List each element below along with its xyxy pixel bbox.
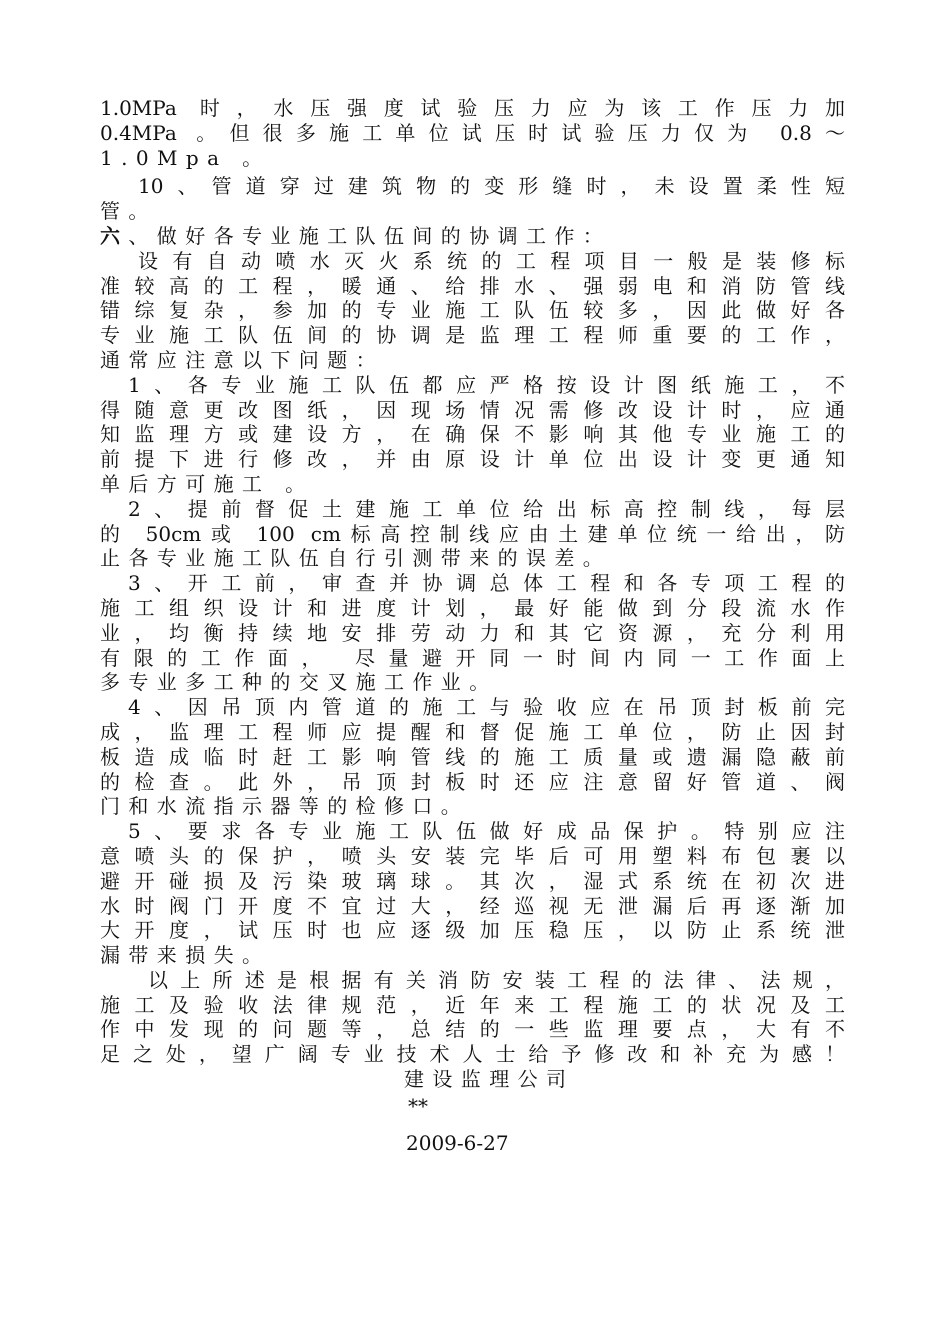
text-line: 避开碰损及污染玻璃球。其次，湿式系统在初次进: [100, 868, 845, 893]
text-line: 1.0Mpa 。: [100, 145, 271, 170]
text-line: 得随意更改图纸，因现场情况需修改设计时，应通: [100, 397, 845, 422]
paragraph-item-5: [100, 819, 845, 968]
paragraph-item-10: [100, 174, 845, 224]
paragraph-coordination-intro: [100, 249, 845, 373]
text-line: 大开度，试压时也应逐级加压稳压，以防止系统泄: [100, 918, 845, 943]
text-line: 知监理方或建设方，在确保不影响其他专业施工的: [100, 422, 845, 447]
text-line: 前提下进行修改，并由原设计单位出设计变更通知: [100, 447, 845, 472]
text-line: 成，监理工程师应提醒和督促施工单位，防止因封: [100, 719, 845, 744]
text-line: 的检查。此外，吊顶封板时还应注意留好管道、阀: [100, 769, 845, 794]
text-line: 管。: [100, 199, 157, 224]
paragraph-conclusion: [100, 968, 845, 1067]
paragraph-item-1: [100, 373, 845, 497]
text-line: 止各专业施工队伍自行引测带来的误差。: [100, 546, 612, 571]
text-line: 有限的工作面， 尽量避开同一时间内同一工作面上: [100, 645, 845, 670]
paragraph-pressure-test: [100, 96, 845, 170]
text-line: 施工组织设计和进度计划，最好能做到分段流水作: [100, 595, 845, 620]
text-line: 准较高的工程，暖通、给排水、强弱电和消防管线: [100, 273, 845, 298]
text-line: 3、开工前，审查并协调总体工程和各专项工程的: [128, 571, 845, 596]
text-line: 1、各专业施工队伍都应严格按设计图纸施工，不: [128, 372, 845, 397]
section-number: 六: [100, 223, 129, 248]
text-line: 设有自动喷水灭火系统的工程项目一般是装修标: [138, 248, 845, 273]
text-line: 施工及验收法律规范，近年来工程施工的状况及工: [100, 992, 845, 1017]
text-line: 4、因吊顶内管道的施工与验收应在吊顶封板前完: [128, 695, 845, 720]
text-line: 漏带来损失。: [100, 943, 271, 968]
text-line: 2、提前督促土建施工单位给出标高控制线，每层: [128, 496, 845, 521]
signature-date: 2009-6-27: [406, 1130, 509, 1155]
signature-block: [100, 1067, 845, 1155]
text-line: 1.0MPa 时，水压强度试验压力应为该工作压力加: [100, 96, 845, 120]
text-line: 错综复杂，参加的专业施工队伍较多，因此做好各: [100, 298, 845, 323]
text-line: 意喷头的保护，喷头安装完毕后可用塑料布包裹以: [100, 843, 845, 868]
section-title: 、做好各专业施工队伍间的协调工作：: [128, 223, 612, 248]
text-line: 业，均衡持续地安排劳动力和其它资源，充分利用: [100, 620, 845, 645]
text-line: 水时阀门开度不宜过大，经巡视无泄漏后再逐渐加: [100, 893, 845, 918]
signature-name: **: [408, 1093, 428, 1118]
text-line: 足之处，望广阔专业技术人士给予修改和补充为感！: [100, 1042, 845, 1067]
signature-company: 建设监理公司: [404, 1067, 575, 1092]
paragraph-item-2: [100, 497, 845, 571]
paragraph-item-4: [100, 695, 845, 819]
section-heading-six: [100, 224, 845, 249]
text-line: 单后方可施工 。: [100, 471, 314, 496]
text-line: 5、要求各专业施工队伍做好成品保护。特别应注: [128, 819, 845, 844]
paragraph-item-3: [100, 571, 845, 695]
text-line: 的 50cm或 100 cm标高控制线应由土建单位统一给出，防: [100, 521, 845, 546]
text-line: 通常应注意以下问题：: [100, 347, 384, 372]
text-line: 专业施工队伍间的协调是监理工程师重要的工作，: [100, 323, 845, 348]
text-line: 作中发现的问题等，总结的一些监理要点，大有不: [100, 1017, 845, 1042]
document-page: [100, 96, 845, 1155]
text-line: 0.4MPa 。但很多施工单位试压时试验压力仅为 0.8～: [100, 120, 845, 145]
text-line: 板造成临时赶工影响管线的施工质量或遗漏隐蔽前: [100, 744, 845, 769]
text-line: 以上所述是根据有关消防安装工程的法律、法规，: [148, 967, 845, 992]
text-line: 门和水流指示器等的检修口。: [100, 794, 470, 819]
text-line: 多专业多工种的交叉施工作业。: [100, 670, 498, 695]
text-line: 10、管道穿过建筑物的变形缝时，未设置柔性短: [138, 174, 845, 199]
